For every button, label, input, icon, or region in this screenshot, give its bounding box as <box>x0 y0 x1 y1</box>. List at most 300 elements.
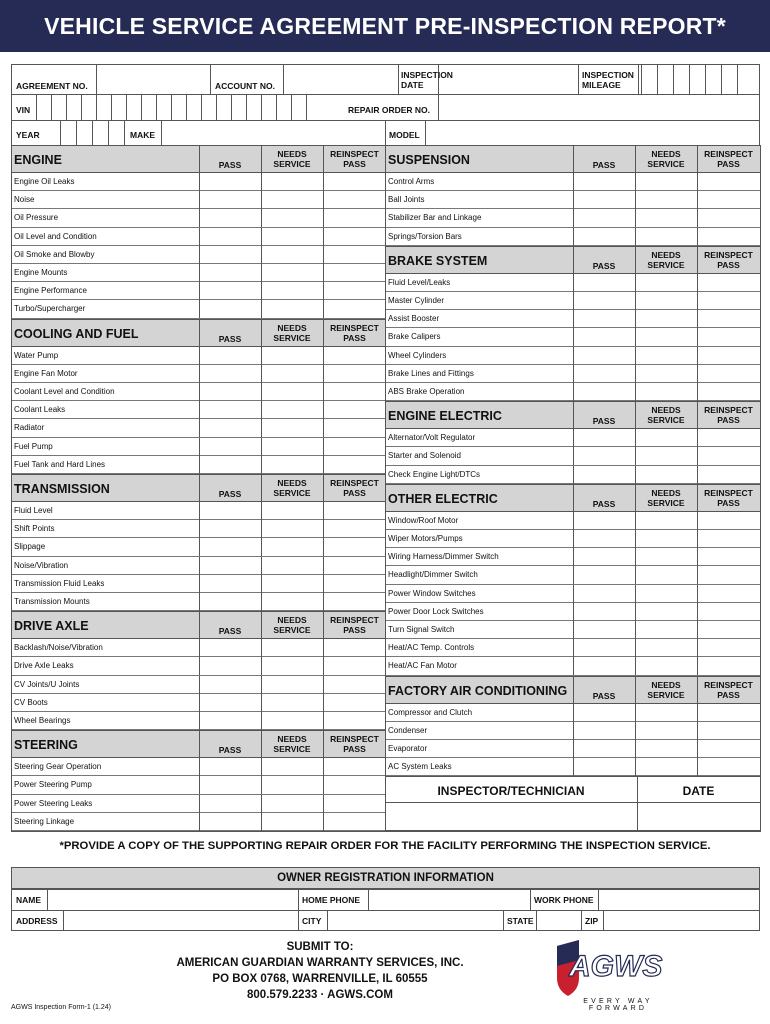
reinspect-pass-checkbox[interactable] <box>324 776 386 793</box>
pass-checkbox[interactable] <box>200 347 261 364</box>
reinspect-pass-column-header: REINSPECT PASS <box>704 405 753 426</box>
inspection-item-label: Alternator/Volt Regulator <box>388 433 476 443</box>
needs-service-checkbox[interactable] <box>636 704 697 721</box>
pass-checkbox[interactable] <box>574 758 635 775</box>
inspection-item-row <box>385 274 760 292</box>
inspection-item-label: Stabilizer Bar and Linkage <box>388 213 482 223</box>
inspection-item-label: Oil Level and Condition <box>14 231 97 241</box>
reinspect-pass-checkbox[interactable] <box>324 456 386 473</box>
inspection-item-label: Fuel Tank and Hard Lines <box>14 459 106 469</box>
vin-field[interactable] <box>36 95 306 120</box>
pass-checkbox[interactable] <box>574 512 635 529</box>
inspection-item-row <box>11 776 386 794</box>
needs-service-checkbox[interactable] <box>262 365 323 382</box>
year-field[interactable] <box>60 121 124 147</box>
reinspect-pass-checkbox[interactable] <box>698 704 760 721</box>
pass-checkbox[interactable] <box>200 557 261 574</box>
needs-service-checkbox[interactable] <box>636 191 697 208</box>
needs-service-checkbox[interactable] <box>262 712 323 729</box>
make-field[interactable] <box>161 120 385 147</box>
needs-service-checkbox[interactable] <box>636 347 697 364</box>
inspection-item-row <box>11 419 386 437</box>
needs-service-checkbox[interactable] <box>636 310 697 327</box>
needs-service-checkbox[interactable] <box>636 209 697 226</box>
reinspect-pass-checkbox[interactable] <box>324 264 386 281</box>
section-title: FACTORY AIR CONDITIONING <box>388 683 568 698</box>
pass-checkbox[interactable] <box>574 548 635 565</box>
state-label: STATE <box>507 916 534 926</box>
needs-service-checkbox[interactable] <box>262 173 323 190</box>
needs-service-checkbox[interactable] <box>262 795 323 812</box>
reinspect-pass-column-header: REINSPECT PASS <box>330 734 379 755</box>
inspection-item-label: CV Boots <box>14 697 48 707</box>
pass-checkbox[interactable] <box>200 593 261 610</box>
work-phone-field[interactable] <box>599 890 760 910</box>
section-title: ENGINE <box>14 153 62 167</box>
needs-service-checkbox[interactable] <box>636 657 697 674</box>
needs-service-checkbox[interactable] <box>262 209 323 226</box>
inspection-item-label: CV Joints/U Joints <box>14 679 80 689</box>
needs-service-checkbox[interactable] <box>636 173 697 190</box>
needs-service-checkbox[interactable] <box>262 657 323 674</box>
inspection-item-row <box>11 401 386 419</box>
needs-service-checkbox[interactable] <box>262 813 323 830</box>
pass-checkbox[interactable] <box>574 328 635 345</box>
inspection-item-row <box>11 593 386 611</box>
pass-checkbox[interactable] <box>200 438 261 455</box>
inspection-item-label: Coolant Level and Condition <box>14 387 115 396</box>
needs-service-column-header: NEEDS SERVICE <box>273 322 311 343</box>
pass-checkbox[interactable] <box>574 209 635 226</box>
pass-checkbox[interactable] <box>200 246 261 263</box>
reinspect-pass-checkbox[interactable] <box>698 512 760 529</box>
reinspect-pass-checkbox[interactable] <box>324 502 386 519</box>
pass-checkbox[interactable] <box>200 264 261 281</box>
needs-service-checkbox[interactable] <box>262 300 323 317</box>
needs-service-checkbox[interactable] <box>262 438 323 455</box>
inspection-item-label: Heat/AC Temp. Controls <box>388 643 475 653</box>
needs-service-checkbox[interactable] <box>262 282 323 299</box>
inspection-item-label: Backlash/Noise/Vibration <box>14 643 103 653</box>
pass-checkbox[interactable] <box>574 173 635 190</box>
section-header-steering <box>11 730 386 758</box>
needs-service-checkbox[interactable] <box>636 621 697 638</box>
needs-service-checkbox[interactable] <box>262 639 323 656</box>
inspection-item-label: Brake Calipers <box>388 332 441 342</box>
needs-service-column-header: NEEDS SERVICE <box>273 478 311 498</box>
pass-checkbox[interactable] <box>200 282 261 299</box>
pass-checkbox[interactable] <box>200 383 261 400</box>
reinspect-pass-checkbox[interactable] <box>324 520 386 537</box>
left-inspection-column <box>11 145 386 831</box>
work-phone-label: WORK PHONE <box>534 895 594 905</box>
reinspect-pass-checkbox[interactable] <box>698 603 760 620</box>
needs-service-checkbox[interactable] <box>636 566 697 583</box>
inspection-item-row <box>11 246 386 264</box>
pass-checkbox[interactable] <box>200 401 261 418</box>
section-header-drive-axle <box>11 611 386 639</box>
reinspect-pass-checkbox[interactable] <box>698 191 760 208</box>
reinspect-pass-checkbox[interactable] <box>324 657 386 674</box>
inspection-item-label: ABS Brake Operation <box>388 387 465 396</box>
reinspect-pass-checkbox[interactable] <box>698 740 760 757</box>
inspection-item-label: Compressor and Clutch <box>388 707 473 717</box>
reinspect-pass-column-header: REINSPECT PASS <box>704 679 753 700</box>
needs-service-column-header: NEEDS SERVICE <box>273 734 311 755</box>
inspection-item-row <box>385 209 760 227</box>
inspection-item-label: Brake Lines and Fittings <box>388 368 474 378</box>
inspection-item-row <box>11 639 386 657</box>
pass-checkbox[interactable] <box>574 566 635 583</box>
reinspect-pass-checkbox[interactable] <box>698 621 760 638</box>
needs-service-checkbox[interactable] <box>636 548 697 565</box>
inspection-item-row <box>385 228 760 246</box>
pass-checkbox[interactable] <box>200 657 261 674</box>
needs-service-checkbox[interactable] <box>636 274 697 291</box>
reinspect-pass-checkbox[interactable] <box>698 657 760 674</box>
submit-address: PO BOX 0768, WARRENVILLE, IL 60555 <box>212 973 428 985</box>
submit-contact: 800.579.2233 · AGWS.COM <box>247 989 393 1001</box>
inspection-item-label: Radiator <box>14 423 45 433</box>
reinspect-pass-checkbox[interactable] <box>324 282 386 299</box>
inspection-item-row <box>385 447 760 465</box>
reinspect-pass-checkbox[interactable] <box>324 228 386 245</box>
needs-service-checkbox[interactable] <box>636 365 697 382</box>
reinspect-pass-checkbox[interactable] <box>698 310 760 327</box>
pass-checkbox[interactable] <box>574 365 635 382</box>
vin-label: VIN <box>16 105 31 115</box>
section-header-other-electric <box>385 484 760 512</box>
inspection-item-row <box>11 173 386 191</box>
pass-column-header: PASS <box>218 745 242 756</box>
inspection-item-row <box>385 292 760 310</box>
reinspect-pass-checkbox[interactable] <box>324 557 386 574</box>
address-field[interactable] <box>64 911 298 931</box>
needs-service-checkbox[interactable] <box>262 264 323 281</box>
inspection-item-row <box>11 456 386 474</box>
pass-checkbox[interactable] <box>200 419 261 436</box>
pass-checkbox[interactable] <box>200 712 261 729</box>
pass-checkbox[interactable] <box>574 383 635 400</box>
reinspect-pass-column-header: REINSPECT PASS <box>330 149 379 169</box>
needs-service-checkbox[interactable] <box>636 328 697 345</box>
reinspect-pass-checkbox[interactable] <box>698 347 760 364</box>
needs-service-checkbox[interactable] <box>636 530 697 547</box>
pass-checkbox[interactable] <box>574 585 635 602</box>
inspection-item-row <box>11 538 386 556</box>
reinspect-pass-checkbox[interactable] <box>698 429 760 446</box>
pass-checkbox[interactable] <box>574 639 635 656</box>
reinspect-pass-checkbox[interactable] <box>698 365 760 382</box>
pass-checkbox[interactable] <box>574 740 635 757</box>
inspection-item-label: Steering Linkage <box>14 816 75 826</box>
pass-checkbox[interactable] <box>574 722 635 739</box>
reinspect-pass-checkbox[interactable] <box>324 246 386 263</box>
section-title: BRAKE SYSTEM <box>388 253 488 268</box>
reinspect-pass-checkbox[interactable] <box>324 300 386 317</box>
inspection-item-row <box>385 639 760 657</box>
needs-service-checkbox[interactable] <box>262 401 323 418</box>
repair-order-no-label: REPAIR ORDER NO. <box>348 105 431 115</box>
reinspect-pass-checkbox[interactable] <box>698 585 760 602</box>
section-title: ENGINE ELECTRIC <box>388 409 502 424</box>
page-title: VEHICLE SERVICE AGREEMENT PRE-INSPECTION REPORT* <box>44 13 726 39</box>
inspection-item-label: Noise <box>14 195 35 205</box>
model-field[interactable] <box>425 120 760 147</box>
inspection-item-row <box>11 676 386 694</box>
needs-service-checkbox[interactable] <box>636 429 697 446</box>
inspection-item-label: Assist Booster <box>388 314 440 324</box>
reinspect-pass-column-header: REINSPECT PASS <box>330 322 379 343</box>
needs-service-checkbox[interactable] <box>262 676 323 693</box>
needs-service-checkbox[interactable] <box>636 722 697 739</box>
pass-checkbox[interactable] <box>574 466 635 483</box>
pass-checkbox[interactable] <box>200 758 261 775</box>
reinspect-pass-checkbox[interactable] <box>698 228 760 245</box>
reinspect-pass-checkbox[interactable] <box>698 566 760 583</box>
pass-column-header: PASS <box>218 489 242 499</box>
pass-checkbox[interactable] <box>574 447 635 464</box>
pass-checkbox[interactable] <box>200 209 261 226</box>
reinspect-pass-checkbox[interactable] <box>698 466 760 483</box>
home-phone-field[interactable] <box>369 890 530 910</box>
inspection-item-label: Oil Smoke and Blowby <box>14 249 95 259</box>
reinspect-pass-checkbox[interactable] <box>698 447 760 464</box>
reinspect-pass-checkbox[interactable] <box>324 639 386 656</box>
owner-registration-heading: OWNER REGISTRATION INFORMATION <box>11 867 760 889</box>
needs-service-checkbox[interactable] <box>262 419 323 436</box>
inspection-item-row <box>385 530 760 548</box>
needs-service-checkbox[interactable] <box>262 776 323 793</box>
pass-checkbox[interactable] <box>574 228 635 245</box>
inspection-item-row <box>385 621 760 639</box>
inspection-item-row <box>11 209 386 227</box>
needs-service-checkbox[interactable] <box>262 520 323 537</box>
inspection-item-label: Wheel Cylinders <box>388 350 447 360</box>
pass-checkbox[interactable] <box>574 347 635 364</box>
reinspect-pass-checkbox[interactable] <box>698 383 760 400</box>
pass-checkbox[interactable] <box>200 538 261 555</box>
needs-service-checkbox[interactable] <box>636 512 697 529</box>
inspection-item-label: Ball Joints <box>388 195 425 205</box>
section-title: COOLING AND FUEL <box>14 326 139 341</box>
needs-service-checkbox[interactable] <box>636 292 697 309</box>
needs-service-checkbox[interactable] <box>262 593 323 610</box>
inspection-item-label: Turn Signal Switch <box>388 625 455 634</box>
inspection-item-row <box>385 310 760 328</box>
section-header-brake-system <box>385 246 760 274</box>
pass-checkbox[interactable] <box>200 300 261 317</box>
section-header-suspension <box>385 145 760 173</box>
pass-checkbox[interactable] <box>200 520 261 537</box>
inspection-item-row <box>385 173 760 191</box>
needs-service-checkbox[interactable] <box>262 228 323 245</box>
needs-service-checkbox[interactable] <box>636 639 697 656</box>
reinspect-pass-checkbox[interactable] <box>324 795 386 812</box>
needs-service-checkbox[interactable] <box>262 758 323 775</box>
reinspect-pass-checkbox[interactable] <box>324 676 386 693</box>
needs-service-checkbox[interactable] <box>636 740 697 757</box>
needs-service-checkbox[interactable] <box>262 694 323 711</box>
reinspect-pass-checkbox[interactable] <box>698 758 760 775</box>
home-phone-label: HOME PHONE <box>302 895 361 905</box>
needs-service-checkbox[interactable] <box>636 603 697 620</box>
reinspect-pass-checkbox[interactable] <box>698 722 760 739</box>
pass-column-header: PASS <box>592 160 616 170</box>
needs-service-checkbox[interactable] <box>262 456 323 473</box>
inspection-mileage-field[interactable] <box>641 64 760 94</box>
inspection-item-row <box>11 282 386 300</box>
reinspect-pass-checkbox[interactable] <box>324 173 386 190</box>
section-header-cooling-and-fuel <box>11 319 386 347</box>
inspection-item-row <box>385 466 760 484</box>
reinspect-pass-checkbox[interactable] <box>698 639 760 656</box>
reinspect-pass-checkbox[interactable] <box>698 274 760 291</box>
pass-checkbox[interactable] <box>200 191 261 208</box>
reinspect-pass-checkbox[interactable] <box>698 328 760 345</box>
inspection-item-label: Window/Roof Motor <box>388 515 459 525</box>
pass-checkbox[interactable] <box>200 694 261 711</box>
inspector-signature-field[interactable] <box>386 803 637 830</box>
pass-column-header: PASS <box>218 160 242 170</box>
inspection-item-label: Transmission Mounts <box>14 597 90 606</box>
inspection-item-row <box>385 704 760 722</box>
pass-checkbox[interactable] <box>200 228 261 245</box>
reinspect-pass-checkbox[interactable] <box>324 593 386 610</box>
inspection-mileage-label: INSPECTION MILEAGE <box>582 70 634 90</box>
pass-checkbox[interactable] <box>574 657 635 674</box>
account-no-label: ACCOUNT NO. <box>215 81 275 91</box>
reinspect-pass-checkbox[interactable] <box>324 712 386 729</box>
account-no-field[interactable] <box>283 64 398 94</box>
section-title: SUSPENSION <box>388 153 470 167</box>
signature-date-field[interactable] <box>638 803 760 830</box>
pass-checkbox[interactable] <box>574 191 635 208</box>
repair-order-no-field[interactable] <box>438 94 760 120</box>
reinspect-pass-checkbox[interactable] <box>324 347 386 364</box>
reinspect-pass-checkbox[interactable] <box>324 419 386 436</box>
pass-checkbox[interactable] <box>200 676 261 693</box>
pass-checkbox[interactable] <box>200 795 261 812</box>
pass-checkbox[interactable] <box>200 776 261 793</box>
inspection-item-label: Coolant Leaks <box>14 405 66 415</box>
reinspect-pass-checkbox[interactable] <box>698 292 760 309</box>
needs-service-checkbox[interactable] <box>262 347 323 364</box>
inspection-item-row <box>11 383 386 401</box>
pass-checkbox[interactable] <box>200 575 261 592</box>
right-inspection-column <box>385 145 760 776</box>
reinspect-pass-checkbox[interactable] <box>698 209 760 226</box>
inspection-item-label: Control Arms <box>388 177 435 186</box>
inspection-item-row <box>11 712 386 730</box>
needs-service-checkbox[interactable] <box>636 383 697 400</box>
reinspect-pass-checkbox[interactable] <box>324 383 386 400</box>
repair-order-notice: *PROVIDE A COPY OF THE SUPPORTING REPAIR ORDER FOR THE FACILITY PERFORMING THE INSPECTION SERVICE. <box>59 840 711 852</box>
reinspect-pass-checkbox[interactable] <box>324 538 386 555</box>
pass-checkbox[interactable] <box>574 292 635 309</box>
reinspect-pass-checkbox[interactable] <box>324 401 386 418</box>
needs-service-checkbox[interactable] <box>262 538 323 555</box>
inspection-item-row <box>385 585 760 603</box>
reinspect-pass-checkbox[interactable] <box>698 530 760 547</box>
inspection-item-label: Oil Pressure <box>14 213 59 223</box>
inspection-item-label: Power Window Switches <box>388 588 476 598</box>
owner-name-field[interactable] <box>48 890 298 910</box>
needs-service-checkbox[interactable] <box>262 246 323 263</box>
reinspect-pass-checkbox[interactable] <box>324 694 386 711</box>
state-field[interactable] <box>537 911 581 931</box>
reinspect-pass-checkbox[interactable] <box>324 575 386 592</box>
inspection-item-label: Fuel Pump <box>14 441 53 451</box>
pass-checkbox[interactable] <box>574 621 635 638</box>
inspection-item-label: Transmission Fluid Leaks <box>14 578 105 588</box>
pass-checkbox[interactable] <box>574 274 635 291</box>
inspection-item-label: Evaporator <box>388 744 428 753</box>
needs-service-checkbox[interactable] <box>262 191 323 208</box>
inspection-item-label: Headlight/Dimmer Switch <box>388 570 478 580</box>
reinspect-pass-checkbox[interactable] <box>324 438 386 455</box>
reinspect-pass-checkbox[interactable] <box>698 173 760 190</box>
needs-service-checkbox[interactable] <box>636 228 697 245</box>
needs-service-checkbox[interactable] <box>262 557 323 574</box>
pass-checkbox[interactable] <box>574 704 635 721</box>
reinspect-pass-checkbox[interactable] <box>324 191 386 208</box>
pass-checkbox[interactable] <box>574 310 635 327</box>
pass-checkbox[interactable] <box>574 603 635 620</box>
inspection-item-row <box>385 512 760 530</box>
city-field[interactable] <box>328 911 503 931</box>
zip-field[interactable] <box>604 911 760 931</box>
pass-column-header: PASS <box>592 260 616 271</box>
inspection-item-label: Engine Mounts <box>14 268 68 277</box>
needs-service-checkbox[interactable] <box>636 585 697 602</box>
reinspect-pass-checkbox[interactable] <box>324 758 386 775</box>
inspection-item-row <box>11 813 386 831</box>
reinspect-pass-checkbox[interactable] <box>324 209 386 226</box>
inspection-item-label: Shift Points <box>14 524 55 534</box>
reinspect-pass-checkbox[interactable] <box>698 548 760 565</box>
pass-checkbox[interactable] <box>200 639 261 656</box>
submit-company: AMERICAN GUARDIAN WARRANTY SERVICES, INC. <box>176 957 464 969</box>
needs-service-checkbox[interactable] <box>262 575 323 592</box>
needs-service-checkbox[interactable] <box>262 502 323 519</box>
inspection-item-label: Starter and Solenoid <box>388 451 461 461</box>
agreement-no-field[interactable] <box>96 64 210 94</box>
pass-checkbox[interactable] <box>574 429 635 446</box>
pass-checkbox[interactable] <box>200 365 261 382</box>
pass-checkbox[interactable] <box>574 530 635 547</box>
section-header-transmission <box>11 474 386 502</box>
needs-service-checkbox[interactable] <box>636 758 697 775</box>
needs-service-checkbox[interactable] <box>636 447 697 464</box>
pass-checkbox[interactable] <box>200 456 261 473</box>
inspection-date-field[interactable] <box>438 64 578 94</box>
form-footer: AGWS Inspection Form-1 (1.24) <box>11 1004 111 1011</box>
inspection-item-label: Master Cylinder <box>388 296 445 305</box>
needs-service-checkbox[interactable] <box>636 466 697 483</box>
inspection-date-label: INSPECTION DATE <box>401 70 453 90</box>
pass-checkbox[interactable] <box>200 813 261 830</box>
reinspect-pass-checkbox[interactable] <box>324 813 386 830</box>
pass-checkbox[interactable] <box>200 173 261 190</box>
pass-checkbox[interactable] <box>200 502 261 519</box>
inspection-item-row <box>385 191 760 209</box>
inspection-item-row <box>385 722 760 740</box>
needs-service-checkbox[interactable] <box>262 383 323 400</box>
zip-label: ZIP <box>585 916 599 926</box>
reinspect-pass-checkbox[interactable] <box>324 365 386 382</box>
section-header-engine <box>11 145 386 173</box>
